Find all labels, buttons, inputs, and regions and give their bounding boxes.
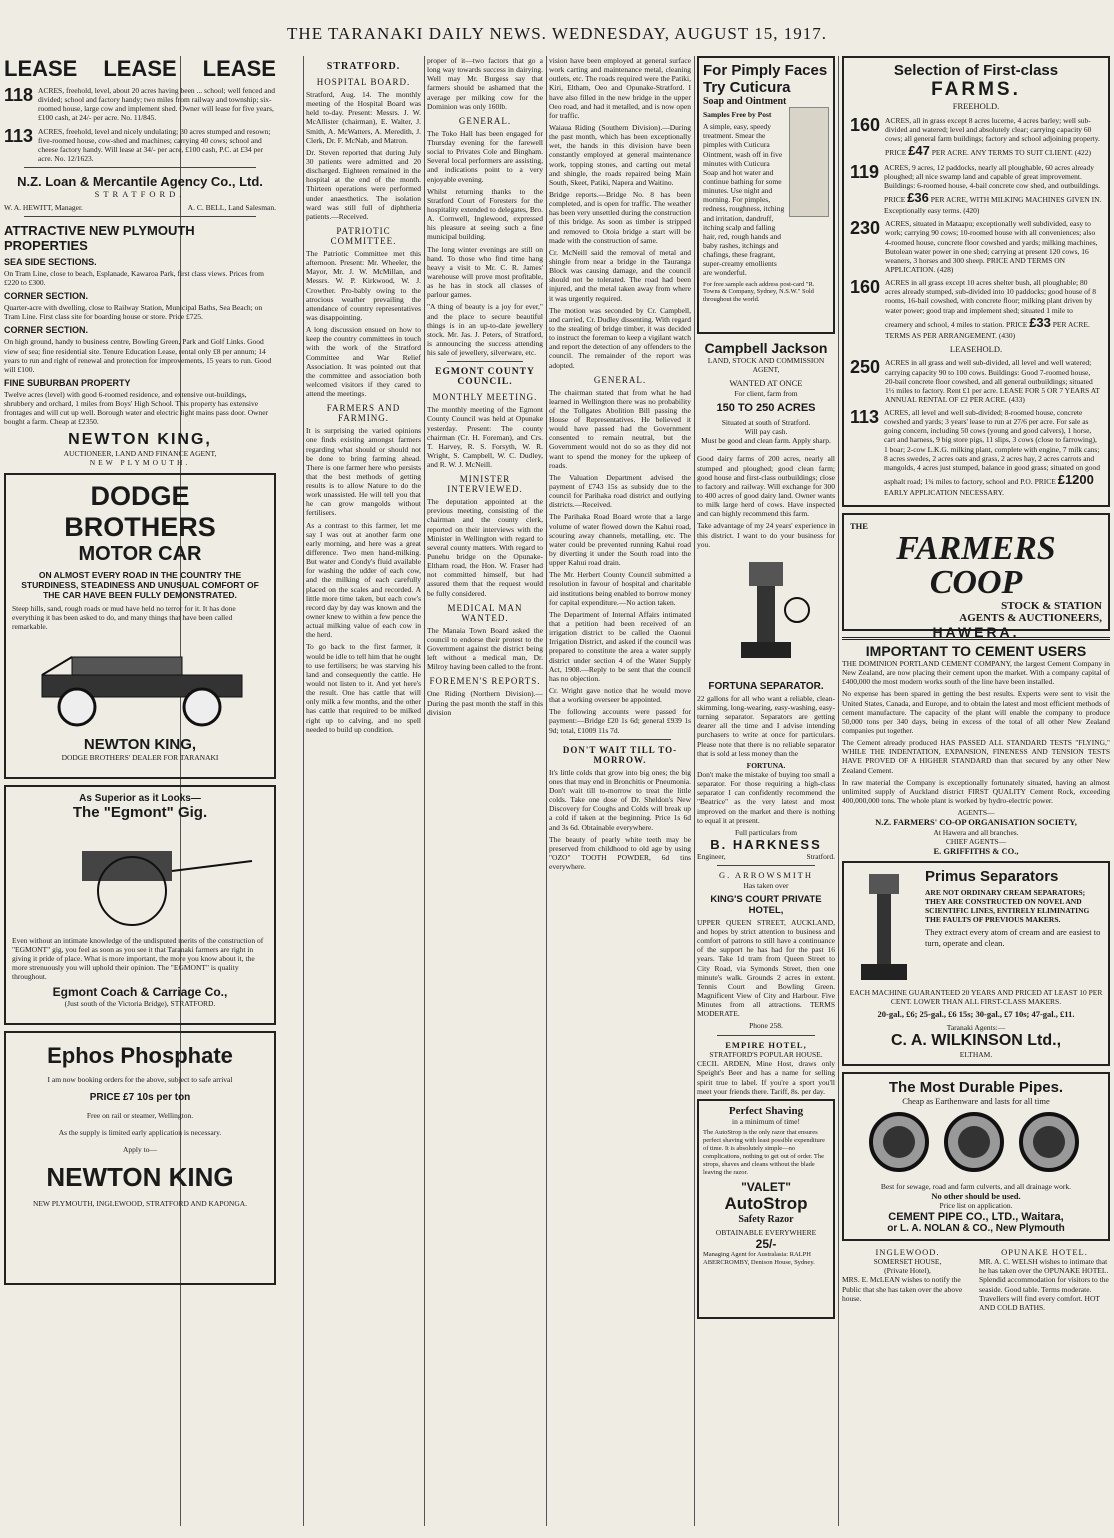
dodge-body: Steep hills, sand, rough roads or mud have held no terror for it. It has done everything it has been asked to do, and many things that have been called remarkable. bbox=[12, 603, 236, 632]
primus-prices: 20-gal., £6; 25-gal., £6 15s; 30-gal., £7 10s; 47-gal., £11. bbox=[877, 1009, 1075, 1020]
agency-town: STRATFORD. bbox=[94, 189, 186, 200]
cuticura-body: A simple, easy, speedy treatment. Smear the pimples with Cuticura Ointment, wash off in five minutes with Cuticura Soap and hot water and continue bathing for some minutes. Use night and morning. For pimples, redness, roughness, itching and irritation, dandruff, itching scalp and falling hair, red, rough hands and baby rashes, itchings and chafings, these fragrant, super-creamy emollients are wonderful. bbox=[703, 122, 785, 278]
lot-number: 113 bbox=[850, 407, 880, 428]
kc-phone: Phone 258. bbox=[749, 1021, 783, 1031]
val-price: 25/- bbox=[755, 1236, 777, 1251]
val-sub: in a minimum of time! bbox=[732, 1116, 800, 1126]
lot-number: 160 bbox=[850, 114, 881, 135]
pipes-illustration bbox=[849, 1107, 1099, 1177]
article-paragraph: To go back to the first farmer, it would be idle to tell him that he ought to use fertilisers; he was starving his land and consequently the cattle. He would not listen to it. And yet here's the result. One has cattle that will only milk a few months, and the other has cattle that required to be milked right up to calving, and no spell needed to build up condition. bbox=[306, 642, 421, 734]
cuticura-sample: Samples Free by Post bbox=[703, 110, 772, 119]
column-rule bbox=[694, 56, 695, 1526]
cement-chief: CHIEF AGENTS— bbox=[945, 837, 1007, 847]
cj-situated: Situated at south of Stratford. bbox=[721, 418, 811, 428]
cj-client: For client, farm from bbox=[734, 388, 798, 398]
leasehold-heading: LEASEHOLD. bbox=[949, 343, 1003, 354]
lot-number: 118 bbox=[4, 85, 34, 105]
lot-number: 250 bbox=[850, 357, 881, 378]
dodge-newton: NEWTON KING, bbox=[83, 736, 197, 754]
subheading: GENERAL. bbox=[593, 374, 647, 385]
opu-trav: Travellers will find every comfort. HOT AND COLD BATHS. bbox=[979, 1293, 1100, 1312]
empire-title: EMPIRE HOTEL, bbox=[725, 1039, 807, 1050]
coop-the: THE bbox=[850, 521, 868, 532]
primus-agents: Taranaki Agents:— bbox=[946, 1022, 1006, 1032]
section-heading: STRATFORD. bbox=[326, 61, 401, 72]
article-paragraph: The following accounts were passed for payment:—Bridge £20 1s 6d; general £939 1s 9d; total, £1009 11s 7d. bbox=[549, 707, 691, 735]
lot-number: 230 bbox=[850, 218, 881, 239]
article-paragraph: Bridge reports.—Bridge No. 8 has been completed, and is open for traffic. The weather has been very unsettled during the construction of this bridge. As soon as timber is stripped and removed to Otoia bridge a start will be made with the construction of same. bbox=[549, 189, 691, 245]
fortuna-title: FORTUNA SEPARATOR. bbox=[708, 680, 824, 692]
subheading: GENERAL. bbox=[458, 115, 512, 126]
dodge-sub: MOTOR CAR bbox=[78, 542, 202, 565]
cement-paragraph: The Cement already produced HAS PASSED ALL STANDARD TESTS "FLYING," WHILE THE INDENTATION, EXPANSION, FINENESS AND TENSION TESTS HAVE PROVED OF A HIGHER STANDARD than that secured by any other New Zealand Cement. bbox=[842, 738, 1110, 775]
val-name: AutoStrop bbox=[724, 1193, 808, 1213]
cuticura-ad bbox=[697, 56, 835, 334]
fortuna-name: FORTUNA. bbox=[746, 760, 786, 770]
article-paragraph: vision have been employed at general surface work carting and maintenance metal, cleaning outlets, etc. The roads required were the Patiki, Kiri, Eltham, Oeo and Opunake-Stratford. I have also filled in the new bridge in the upper Oeo road, and had it metalled, and is now open for traffic. bbox=[549, 56, 691, 120]
lot-price: £47 bbox=[908, 143, 930, 159]
ephos-title: Ephos Phosphate bbox=[47, 1042, 233, 1068]
harkness-eng: Engineer, bbox=[697, 851, 726, 861]
council-title: EGMONT COUNTY COUNCIL. bbox=[435, 367, 535, 388]
portrait-illustration bbox=[789, 107, 829, 217]
ephos-limited: As the supply is limited early application is necessary. bbox=[58, 1128, 222, 1138]
column-3 bbox=[427, 56, 543, 720]
lot-price: £1200 bbox=[1057, 472, 1094, 488]
lot-text: ACRES, freehold, level and nicely undulating; 30 acres stumped and resown; five-roomed house, cow-shed and machines; carrying 40 cows; school and cheese factory handy. Will lease at 34/- per acre, £100 cash, P.C. at £34 per acre. No. 12/1623. bbox=[38, 126, 271, 163]
cuticura-title: Try Cuticura bbox=[703, 79, 791, 96]
agency-manager: W. A. HEWITT, Manager. bbox=[4, 202, 83, 212]
lot-number: 160 bbox=[850, 277, 881, 298]
article-paragraph: Cr. Wright gave notice that he would move that a working overseer be appointed. bbox=[549, 686, 691, 705]
campbell-jackson-ad bbox=[697, 340, 835, 549]
pipes-p2: No other should be used. bbox=[931, 1190, 1021, 1201]
article-paragraph: Waiaua Riding (Southern Division).—During the past month, which has been exceptionally wet, the hands in this division have been constantly employed at general maintenance work, topping stones, and carting out metal and shingle, the roads repaired being Main South, Skeet, Patiki, Napera and Waitino. bbox=[549, 122, 691, 187]
listing-113b bbox=[850, 408, 1102, 497]
column-rule bbox=[546, 56, 547, 1526]
fortuna-body: 22 gallons for all who want a reliable, clean-skimming, long-wearing, easy-washing, easy-turning separator. Separators are getting dearer all the time and I advise intending purchasers to write at once for particulars. Please note that there is no reliable separator that is sold at less money than the bbox=[697, 693, 835, 758]
lot-price: £33 bbox=[1029, 314, 1051, 330]
article-paragraph: Dr. Steven reported that during July 30 patients were admitted and 20 discharged. Eighteen remained in the hospital at the end of the month. Thirteen operations were performed under anaesthetics. The isolation ward was still full of diphtheria patients.—Received. bbox=[306, 147, 421, 221]
article-paragraph: The motion was seconded by Cr. Campbell, and carried, Cr. Dudley dissenting. With regard to the stealing of bridge timber, it was decided to instruct the foreman to keep a vigilant watch and report the detection of any offenders to the council. The remainder of the report was adopted. bbox=[549, 305, 691, 370]
property-heading: CORNER SECTION. bbox=[4, 291, 89, 302]
article-paragraph: The deputation appointed at the previous meeting, consisting of the chairman and the county clerk, reported on their interviews with the Minister in Wellington with regard to several county matters. With regard to Punehu bridge on the Opunake-Eltham road, the Hon. W. Fraser had not committed himself, but had assured them that the request would be fully considered. bbox=[427, 497, 543, 598]
lot-text: ACRES, situated in Mataapu; exceptionally well subdivided, easy to work; carrying 90 cows; 10-roomed house with all conveniences; also 4-roomed house, concrete floor cowshed and yards; milking machines, Butolean water power in one shed; carrying at present 120 cows, 16 weaners, 3 horses and 300 sheep. PRICE AND TERMS ON APPLICATION. bbox=[885, 219, 1098, 275]
property-item bbox=[4, 291, 276, 321]
cj-acres: 150 TO 250 ACRES bbox=[716, 402, 816, 415]
lot-text: ACRES, all in grass except 8 acres lucerne, 4 acres barley; well sub-divided and watered; level and absolutely clear; carrying capacity 60 cows; all general farm buildings; factory and school adjoining property. PRICE bbox=[885, 115, 1100, 158]
article-paragraph: It is surprising the varied opinions one finds existing amongst farmers regarding what should or should not be done to bring farming ahead. There is one farmer here who persists that the best methods of getting results is to allow Nature to do the work unassisted. He will tell you that he can grow mangolds without fertilisers. bbox=[306, 426, 421, 518]
property-heading: SEA SIDE SECTIONS. bbox=[4, 256, 97, 267]
pipes-ad bbox=[842, 1072, 1110, 1241]
cj-paragraph: Good dairy farms of 200 acres, nearly all stumped and ploughed; good clean farm; good house and first-class outbuildings; close to factory and railway. Will exchange for 300 to 400 acres of good dairy land. Owner wants to milk large herd of cows. Have inspected and can highly recommend this farm. bbox=[697, 454, 835, 519]
coop-town: HAWERA. bbox=[932, 623, 1020, 640]
listing-230 bbox=[850, 219, 1102, 274]
article-paragraph: The Manaia Town Board asked the council to endorse their protest to the Government against the district being left without a medical man, Dr. Milroy having been called to the front. bbox=[427, 625, 544, 672]
lot-text: ACRES, freehold, level, about 20 acres having been ... school; well fenced and divided; school and factory handy; two miles from railway and township; six-roomed house, large cow and implement shed. Owner will lease for five years, £100 cash, at 24/- per acre. No. 11/845. bbox=[38, 86, 276, 123]
article-paragraph: The monthly meeting of the Egmont County Council was held at Opunake yesterday. Present: The county chairman (Cr. H. Foreman), and Crs. T. Harvey, R. S. Forsyth, W. R. Wright, S. Campbell, W. C. Dudley, and R. W. J. McNeill. bbox=[427, 405, 543, 470]
harkness-town: Stratford. bbox=[806, 851, 835, 861]
cement-agents: AGENTS— bbox=[957, 808, 995, 818]
coop-sub: AGENTS & AUCTIONEERS, bbox=[959, 611, 1102, 624]
opunake-notice bbox=[979, 1247, 1110, 1312]
article-paragraph: A long discussion ensued on how to keep the country committees in touch with the work of the Stratford Committee and War Relief Association. It was pointed out that the committee and association both welcomed visitors if they cared to attend the meetings. bbox=[306, 325, 421, 399]
ephos-line: I am now booking orders for the above, subject to safe arrival bbox=[47, 1074, 233, 1084]
lot-tail: PER ACRE. ANY TERMS TO SUIT CLIENT. (422) bbox=[931, 148, 1092, 158]
fortuna-paragraph: Don't make the mistake of buying too small a separator. For those requiring a high-class separator I can confidently recommend the "Beatrice" as the very latest and most improved on the market and there is nothing to equal it at present. bbox=[697, 770, 835, 825]
separator-illustration bbox=[697, 552, 835, 672]
article-paragraph: As a contrast to this farmer, let me say I was out at another farm one early morning, and here was a great difference. Two men hand-milking. But water and Condy's fluid available for washing the udder of each cow, and the milking of each carefully placed on the scales and recorded. A little more time taken, but each cow's record day by day was known and the owner knew to within a few pence the actual milking value of each cow in the herd. bbox=[306, 520, 421, 640]
gig-body: Even without an intimate knowledge of the undisputed merits of the construction of "EGMONT" gig, you feel as soon as you see it that Taranaki farmers are right in giving it pride of place. What is more important, the more you know about it, the more strenuously you will uphold their opinion. The "EGMONT" is quality throughout. bbox=[12, 935, 264, 982]
article-paragraph: The Patriotic Committee met this afternoon. Present: Mr. Wheeler, the Mayor, Mr. J. W. McMillan, and Messrs. W. P. Kirkwood, W. J. Crowther. Pro-bably owing to the atrocious weather prevailing the attendance of country representatives was disappointing. bbox=[306, 248, 421, 322]
column-rule bbox=[303, 56, 304, 1526]
kc-taken: Has taken over bbox=[743, 880, 789, 890]
property-text: Quarter-acre with dwelling, close to Railway Station, Municipal Baths, Sea Beach; on Tram Line. First class site for boarding house or store. Price £725. bbox=[4, 303, 263, 322]
ephos-apply: Apply to— bbox=[123, 1145, 157, 1155]
cuticura-address: For free sample each address post-card "R. Towns & Company, Sydney, N.S.W." Sold throughout the world. bbox=[703, 280, 815, 304]
subheading: MEDICAL MAN WANTED. bbox=[447, 602, 523, 623]
column-6 bbox=[842, 56, 1110, 1312]
article-paragraph: Stratford, Aug. 14. The monthly meeting of the Hospital Board was held to-day. Present: Messrs. J. W. McAllister (chairman), E. Walter, J. Smith, A. McWatters, A. Meredith, J. Clerk, Dr. F. McNab, and Matron. bbox=[306, 90, 421, 145]
article-paragraph: "A thing of beauty is a joy for ever," and the place to secure beautiful things is in an up-to-date jewellery stock. Mr. Jas. J. Peters, of Stratford, is announcing the success attending his sale of jewellery, silverware, etc. bbox=[427, 302, 543, 358]
primus-p1: ARE NOT ORDINARY CREAM SEPARATORS; THEY ARE CONSTRUCTED ON NOVEL AND SCIENTIFIC LINES, ENTIRELY ELIMINATING THE FAULTS OF PREVIOUS MAKERS. bbox=[925, 887, 1090, 925]
subheading: FARMERS AND FARMING. bbox=[326, 403, 401, 424]
ing-title: INGLEWOOD. bbox=[875, 1246, 940, 1257]
listing-113 bbox=[4, 127, 276, 164]
coop-sub: STOCK & STATION bbox=[1001, 599, 1102, 612]
hotel-notices bbox=[842, 1247, 1110, 1312]
article-paragraph: The long winter evenings are still on hand. To those who find time hang heavy a visit to Mr. C. R. James' warehouse will prove most profitable, as he has in stock all classes of parlour games. bbox=[427, 244, 543, 300]
lot-tail: PER ACRE, WITH MILKING MACHINES GIVEN IN. Exceptionally easy terms. (420) bbox=[884, 195, 1102, 216]
cj-good: Must be good and clean farm. Apply sharp. bbox=[701, 436, 831, 446]
primus-town: ELTHAM. bbox=[959, 1049, 993, 1059]
farms-title: FARMS. bbox=[931, 79, 1021, 100]
column-rule bbox=[838, 56, 839, 1526]
gig-company: Egmont Coach & Carriage Co., bbox=[52, 984, 228, 999]
cj-paragraph: Take advantage of my 24 years' experience in this district. I want to do your business for you. bbox=[697, 521, 835, 549]
props-title: ATTRACTIVE NEW PLYMOUTH PROPERTIES bbox=[4, 222, 195, 253]
masthead: THE TARANAKI DAILY NEWS. WEDNESDAY, AUGUST 15, 1917. bbox=[287, 24, 827, 43]
cement-ad bbox=[842, 637, 1110, 857]
lot-text: ACRES, all level and well sub-divided; 8-roomed house, concrete cowshed and yards; 3 years' lease to run at 27/6 per acre. For sale as going concern, including 50 cows (young and good calvers), 1 horse, cart and harness, 9 big store pigs, 11 slips, 3 cows (close to farrowing), 1 boar; 2-cow L.K.G. milking plant, complete with engine, 7 milk cans; 8 acres swedes, 2 acres oats and grass, 2 acres hay, 2 acres carrots and mangolds, 4 acres just stumped, balance in good grass; situated on good asphalt road; 1¾ miles to factory, school and P.O. PRICE bbox=[884, 408, 1101, 487]
ephos-towns: NEW PLYMOUTH, INGLEWOOD, STRATFORD AND KAPONGA. bbox=[32, 1199, 248, 1209]
inglewood-notice bbox=[842, 1247, 973, 1312]
val-obt: OBTAINABLE EVERYWHERE bbox=[715, 1227, 817, 1237]
primus-p3: EACH MACHINE GUARANTEED 20 YEARS AND PRICED AT LEAST 10 PER CENT. LOWER THAN ALL FIRST-CLASS MAKERS. bbox=[849, 987, 1103, 1006]
pipes-nolan: or L. A. NOLAN & CO., New Plymouth bbox=[887, 1222, 1065, 1234]
lease-heading: LEASE bbox=[103, 56, 177, 81]
cj-sub: LAND, STOCK AND COMMISSION AGENT, bbox=[707, 356, 825, 375]
lot-price: £36 bbox=[907, 190, 929, 206]
cement-paragraph: THE DOMINION PORTLAND CEMENT COMPANY, the largest Cement Company in New Zealand, are now placing their cement upon the market. With a company capital of £400,000 the most modern works south of the line have been installed. bbox=[842, 659, 1110, 687]
gig-address: (Just south of the Victoria Bridge), STRATFORD. bbox=[64, 998, 216, 1008]
lot-text: ACRES in all grass except 10 acres shelter bush, all ploughable; 80 acres already stumped, sub-divided into 10 paddocks; good house of 8 rooms, 16-bail cowshed, with concrete floor; milking plant driven by water power; good trap and implement shed; situated 1 mile to creamery and school, 4 miles to station. PRICE bbox=[885, 278, 1097, 329]
gig-illustration bbox=[12, 821, 268, 931]
lease-heading: LEASE bbox=[202, 56, 276, 81]
lease-header bbox=[4, 56, 276, 82]
column-4 bbox=[549, 56, 691, 874]
farms-ad bbox=[842, 56, 1110, 507]
article-paragraph: The Department of Internal Affairs intimated that a petition had been received of an irrigation district to be called the Oaonui Irrigation District, and asked if the council was prepared to constitute the area a water supply district under section 4 of the Water Supply Act, 1908.—Reply to be sent that the council has no objection. bbox=[549, 609, 691, 683]
harkness-line bbox=[697, 852, 835, 861]
lease-heading: LEASE bbox=[4, 56, 78, 81]
property-item bbox=[4, 325, 276, 374]
agency-title: N.Z. Loan & Mercantile Agency Co., Ltd. bbox=[17, 174, 263, 190]
subheading: PATRIOTIC COMMITTEE. bbox=[330, 225, 397, 246]
lot-tail: EARLY APPLICATION NECESSARY. bbox=[884, 487, 1004, 497]
opu-title: OPUNAKE HOTEL. bbox=[1001, 1246, 1088, 1257]
property-item bbox=[4, 257, 276, 287]
article-paragraph: The Toko Hall has been engaged for Thursday evening for the farewell social to Privates Cole and Bingham. Several local performers are assisting, and indications point to a very enjoyable evening. bbox=[427, 128, 543, 184]
ephos-price: PRICE £7 10s per ton bbox=[89, 1092, 191, 1103]
article-paragraph: Cr. McNeill said the removal of metal and shingle from near a bridge in the Tauranga Block was causing damage, and the council should not be tolerated. The road had been injured, and the metal taken away from where it was urgently required. bbox=[549, 247, 691, 303]
cement-title: IMPORTANT TO CEMENT USERS bbox=[865, 643, 1087, 660]
primus-title: Primus Separators bbox=[925, 867, 1059, 885]
kc-title: KING'S COURT PRIVATE HOTEL, bbox=[710, 893, 822, 916]
gig-title: The "Egmont" Gig. bbox=[72, 803, 208, 821]
pipes-company: CEMENT PIPE CO., LTD., Waitara, bbox=[888, 1210, 1064, 1223]
pipes-title: The Most Durable Pipes. bbox=[888, 1079, 1064, 1097]
subheading: MINISTER INTERVIEWED. bbox=[447, 474, 523, 495]
autostrop-ad bbox=[697, 1099, 835, 1319]
newton-king-sub: AUCTIONEER, LAND AND FINANCE AGENT, bbox=[63, 448, 217, 458]
article-paragraph: It's little colds that grow into big ones; the big ones that may end in Bronchitis or Pneumonia. Don't wait till to-morrow to treat the little colds. Take one dose of Dr. Sheldon's New Discovery for Coughs and Colds will break up a cold if taken at the beginning. Price 1s 6d and 3s 6d. Obtainable everywhere. bbox=[549, 767, 691, 832]
val-brand: "VALET" bbox=[741, 1179, 791, 1194]
cement-paragraph: No expense has been spared in getting the best results. Experts were sent to visit the United States, Canada, and Europe, and to obtain the latest and most efficient methods of cement manufacture. The capacity of the plant will enable the company to produce 50,000 tons per 340 days, being in excess of the total of all other New Zealand companies put together. bbox=[842, 689, 1110, 736]
farmers-coop-ad bbox=[842, 513, 1110, 640]
article-paragraph: The beauty of pearly white teeth may be preserved from childhood to old age by using "OZO" TOOTH POWDER, 6d tins everywhere. bbox=[549, 834, 691, 872]
column-5 bbox=[697, 56, 835, 1325]
lot-number: 113 bbox=[4, 125, 34, 146]
val-agent: Managing Agent for Australasia: RALPH ABERCROMBY, Denison House, Sydney. bbox=[703, 1250, 815, 1266]
property-item bbox=[4, 378, 276, 427]
pipes-sub: Cheap as Earthenware and lasts for all time bbox=[902, 1096, 1050, 1107]
empire-sub: STRATFORD'S POPULAR HOUSE. bbox=[709, 1050, 823, 1060]
lot-text: ACRES in all grass and well sub-divided, all level and well watered; carrying capacity 90 to 100 cows. Buildings: Good 7-roomed house, 20-bail concrete floor cowshed, and all general outbuildings; situated 1½ miles to factory. Rent £1 per acre. LEASE FOR 5 OR 7 YEARS AT ANNUAL RENTAL OF £2 PER ACRE. bbox=[885, 358, 1100, 404]
column-rule bbox=[424, 56, 425, 1526]
property-text: On Tram Line, close to beach, Esplanade, Kawaroa Park, first class views. Prices from £220 to £300. bbox=[4, 268, 264, 288]
column-2 bbox=[306, 56, 421, 737]
cement-nz: N.Z. FARMERS' CO-OP ORGANISATION SOCIETY, bbox=[875, 817, 1077, 828]
coop-title: FARMERS COOP bbox=[896, 529, 1056, 601]
kc-body: UPPER QUEEN STREET, AUCKLAND, and hopes by strict attention to business and comfort of patrons to still have a continuance of the support he has had for the past 16 years. Take 1d tram from Queen Street to City Road, via Symonds Street, then one minute's walk. Grounds 2 acres in extent. Tennis Court and Bowling Green. Magnificent View of City and Harbour. Five Minutes from all attractions. TERMS MODERATE. bbox=[697, 917, 835, 1019]
ephos-free: Free on rail or steamer, Wellington. bbox=[86, 1111, 194, 1120]
newton-king-name: NEWTON KING, bbox=[68, 430, 212, 448]
agency-staff bbox=[4, 203, 276, 212]
pipes-p1: Best for sewage, road and farm culverts, and all drainage work. bbox=[880, 1181, 1072, 1191]
listing-118 bbox=[4, 86, 276, 123]
dodge-lead: ON ALMOST EVERY ROAD IN THE COUNTRY THE STURDINESS, STEADINESS AND UNUSUAL COMFORT OF THE CAR HAVE BEEN FULLY DEMONSTRATED. bbox=[21, 569, 259, 600]
val-body: The AutoStrop is the only razor that ensures perfect shaving with least possible expenditure of time. It is absolutely simple—no complications, nothing to get out of order. The strops, shaves and cleans without the blade leaving the razor. bbox=[703, 1129, 825, 1176]
subheading: DON'T WAIT TILL TO-MORROW. bbox=[562, 744, 678, 765]
article-paragraph: The Valuation Department advised the payment of £743 15s as subsidy due to the council for Parihaka road district and outlying districts.—Received. bbox=[549, 472, 691, 510]
lot-number: 119 bbox=[850, 161, 880, 182]
primus-p2: They extract every atom of cream and are easiest to turn, operate and clean. bbox=[925, 927, 1101, 949]
listing-250 bbox=[850, 358, 1102, 404]
kc-arrowsmith: G. ARROWSMITH bbox=[718, 870, 813, 881]
primus-ad bbox=[842, 861, 1110, 1066]
property-text: Twelve acres (level) with good 6-roomed residence, and extensive out-buildings, shrubbery and orchard, 1 miles from Boys' High School. This property has extensive frontages and will cut up well. Borough water and electric light mains pass door. Owner bought a farm. Cheap at £2350. bbox=[4, 390, 269, 427]
val-safety: Safety Razor bbox=[738, 1213, 794, 1225]
property-text: On high ground, handy to business centre, Bowling Green, Park and Golf Links. Good view of sea; fine residential site. Tenure Education Lease, rental only £8 per annum; 14 years to run and right of renewal and protection for improvements, 15 years to run. Good will £100. bbox=[4, 337, 272, 374]
listing-160 bbox=[850, 116, 1102, 159]
cj-title: Campbell Jackson bbox=[704, 340, 828, 356]
dodge-ad bbox=[4, 473, 276, 779]
dodge-title: DODGE BROTHERS bbox=[64, 480, 216, 542]
column-1 bbox=[4, 56, 276, 1291]
property-heading: CORNER SECTION. bbox=[4, 325, 89, 336]
listing-160b bbox=[850, 278, 1102, 340]
article-paragraph: proper of it—two factors that go a long way towards success in dairying. Well may Mr. Burgess say that farmers should be ashamed that the average per milking cow for the Dominion was only 160lb. bbox=[427, 56, 543, 111]
empire-body: CECIL ARDEN, Mine Host, draws only Speight's Beer and has a name for selling spirit true to label. If you're a sport you'll meet your friends there. Tariff, 8s. per day. bbox=[697, 1059, 835, 1096]
article-paragraph: The chairman stated that from what he had learned in Wellington there was no probability of the Tollgates Abolition Bill passing the House of Representatives. He believed it would have passed had the Government consented to remain neutral, but the Government would not do so as they did not want to spend the money for the upkeep of roads. bbox=[549, 387, 691, 470]
gig-lead: As Superior as it Looks— bbox=[79, 792, 201, 804]
subheading: FOREMEN'S REPORTS. bbox=[429, 676, 541, 687]
article-paragraph: Whilst returning thanks to the Stratford Court of Foresters for the hospitality extended to delegates, Bro. A. Cornwell, Inglewood, expressed his pleasure at seeing such a fine municipal building. bbox=[427, 186, 543, 242]
egmont-gig-ad bbox=[4, 785, 276, 1025]
opu-body: MR. A. C. WELSH wishes to intimate that he has taken over the OPUNAKE HOTEL. Splendid accommodation for visitors to the seaside. Good table. Terms moderate. bbox=[979, 1257, 1109, 1294]
val-title: Perfect Shaving bbox=[728, 1104, 804, 1117]
lot-tail: (433) bbox=[1008, 394, 1025, 404]
lot-text: ACRES, 9 acres, 12 paddocks, nearly all ploughable, 60 acres already ploughed; all nice swamp land and capable of great improvement. Buildings: 6-roomed house, 4-bail concrete cow shed, and outbuildings. PRICE bbox=[884, 162, 1101, 205]
ing-body: MRS. E. McLEAN wishes to notify the Public that she has taken over the above house. bbox=[842, 1275, 963, 1303]
agency-salesman: A. C. BELL, Land Salesman. bbox=[187, 202, 276, 212]
subheading: MONTHLY MEETING. bbox=[432, 392, 538, 403]
article-paragraph: The Parihaka Road Board wrote that a large volume of water flowed down the Kahui road, scouring away channels, metalling, etc. The water could be prevented running Kahui road by diverting it under the South road into the upper Kahui road drain. bbox=[549, 512, 691, 568]
primus-illustration bbox=[849, 868, 919, 988]
ephos-ad bbox=[4, 1031, 276, 1285]
ephos-newton: NEWTON KING bbox=[46, 1162, 234, 1193]
ing-hotel: (Private Hotel), bbox=[884, 1266, 931, 1276]
cj-pay: Will pay cash. bbox=[744, 427, 788, 437]
dodge-dealer: DODGE BROTHERS' DEALER FOR TARANAKI bbox=[61, 753, 219, 763]
cement-at: At Hawera and all branches. bbox=[933, 827, 1019, 837]
harkness-name: B. HARKNESS bbox=[710, 836, 822, 852]
cuticura-title: Soap and Ointment bbox=[703, 96, 787, 107]
lot-tail: (428) bbox=[937, 265, 954, 275]
ing-sub: SOMERSET HOUSE, bbox=[873, 1257, 942, 1267]
newton-king-town: NEW PLYMOUTH. bbox=[89, 457, 191, 467]
primus-wilkinson: C. A. WILKINSON Ltd., bbox=[890, 1031, 1062, 1049]
pipes-p3: Price list on application. bbox=[939, 1201, 1013, 1211]
property-heading: FINE SUBURBAN PROPERTY bbox=[4, 378, 131, 389]
cement-paragraph: In raw material the Company is exceptionally fortunately situated, having an almost unlimited supply of Auckland district FIRST QUALITY Cement Rock, exceeding 400,000,000 tons. The whole plant is worked by hydro-electric power. bbox=[842, 777, 1110, 806]
motor-car-illustration bbox=[12, 635, 268, 731]
lot-tail: PER ACRE. TERMS AS PER ARRANGEMENT. (430) bbox=[885, 319, 1090, 340]
cuticura-title: For Pimply Faces bbox=[703, 62, 828, 79]
fortuna-full: Full particulars from bbox=[734, 827, 798, 837]
subheading: HOSPITAL BOARD. bbox=[316, 77, 411, 87]
cj-wanted: WANTED AT ONCE bbox=[729, 378, 803, 389]
cement-griffiths: E. GRIFFITHS & CO., bbox=[933, 846, 1019, 857]
article-paragraph: The Mr. Herbert County Council submitted a resolution in favour of hospital and charitable aid institutions being enabled to borrow money for capital expenditure.—No action taken. bbox=[549, 570, 691, 607]
article-paragraph: One Riding (Northern Division).—During the past month the staff in this division bbox=[427, 689, 543, 717]
freehold-heading: FREEHOLD. bbox=[952, 101, 1000, 111]
farms-title: Selection of First-class bbox=[893, 62, 1059, 79]
listing-119 bbox=[850, 163, 1102, 215]
